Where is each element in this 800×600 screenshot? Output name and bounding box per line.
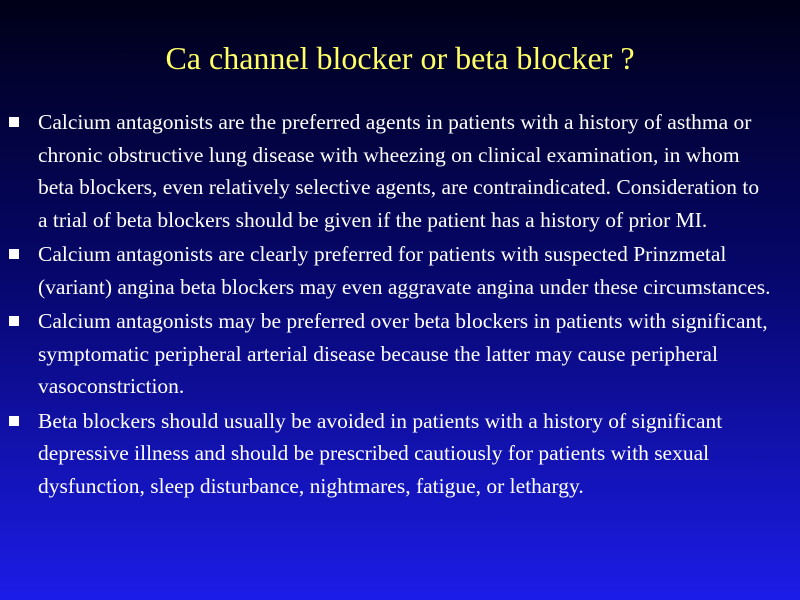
bullet-item [0, 305, 800, 403]
bullet-item [0, 106, 800, 236]
bullet-text: Calcium antagonists are clearly preferred for patients with suspected Prinzmetal (variant) angina beta blockers may even aggravate angina under these circumstances. [38, 242, 771, 299]
bullet-list [0, 106, 800, 504]
square-bullet-icon [9, 416, 19, 426]
square-bullet-icon [9, 316, 19, 326]
bullet-text: Calcium antagonists are the preferred agents in patients with a history of asthma or chronic obstructive lung disease with wheezing on clinical examination, in whom beta blockers, even relatively selective agents, are contraindicated. Consideration to a trial of beta blockers should be given if the patient has a history of prior MI. [38, 110, 760, 232]
square-bullet-icon [9, 117, 19, 127]
bullet-item [0, 405, 800, 503]
square-bullet-icon [9, 249, 19, 259]
bullet-item [0, 238, 800, 303]
slide-title: Ca channel blocker or beta blocker ? [165, 40, 635, 76]
bullet-text: Beta blockers should usually be avoided in patients with a history of significant depressive illness and should be prescribed cautiously for patients with sexual dysfunction, sleep disturbance, nightmares, fatigue, or lethargy. [38, 408, 723, 498]
bullet-text: Calcium antagonists may be preferred over beta blockers in patients with significant, symptomatic peripheral arterial disease because the latter may cause peripheral vasoconstriction. [38, 309, 768, 398]
